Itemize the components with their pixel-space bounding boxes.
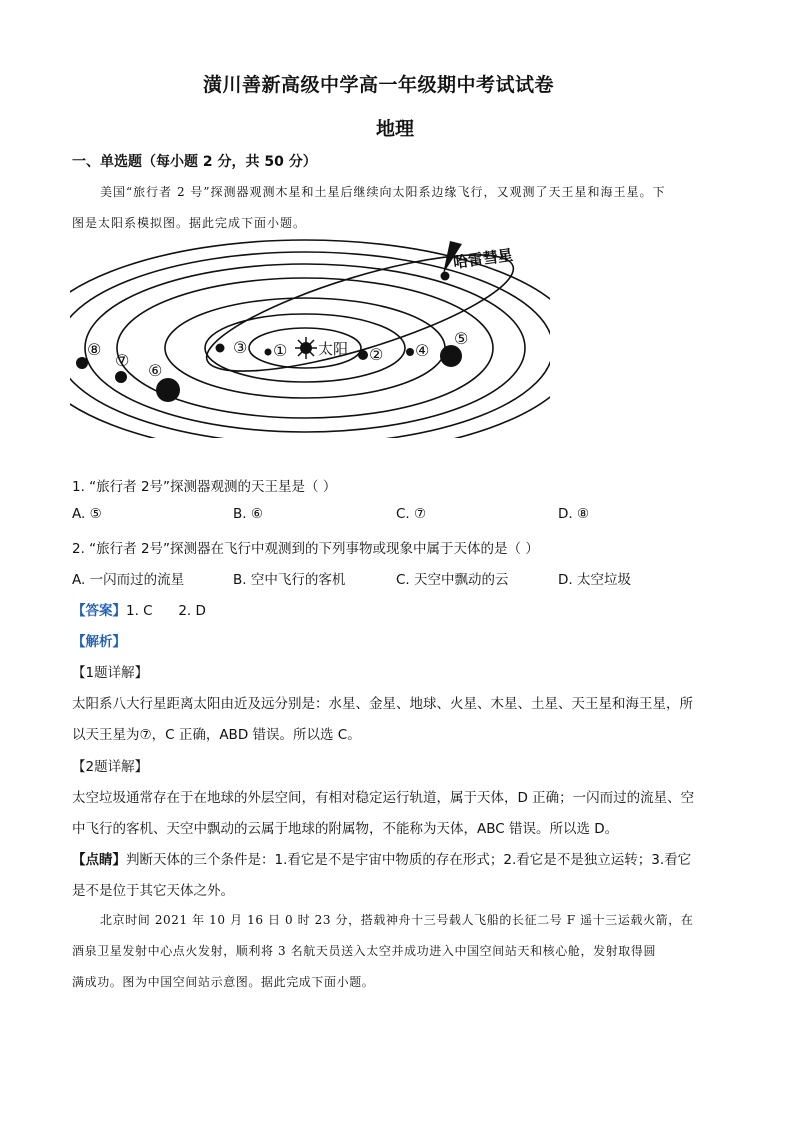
note-text: 判断天体的三个条件是：1.看它是不是宇宙中物质的存在形式；2.看它是不是独立运转；3.看它	[126, 852, 692, 868]
analysis-tag: 【解析】	[72, 634, 126, 650]
comet-label: 哈雷彗星	[452, 245, 514, 272]
detail-1-line: 以天王星为⑦，C 正确，ABD 错误。所以选 C。	[72, 727, 361, 743]
question-1-option-d: D. ⑧	[558, 506, 590, 522]
question-2-option-c: C. 天空中飘动的云	[396, 572, 509, 588]
page-title: 潢川善新高级中学高一年级期中考试试卷	[203, 74, 555, 96]
intro-2-line: 满成功。图为中国空间站示意图。据此完成下面小题。	[72, 975, 375, 989]
section-heading: 一、单选题（每小题 2 分，共 50 分）	[72, 154, 317, 170]
planet-2	[358, 350, 368, 360]
sun-label: 太阳	[318, 340, 349, 358]
intro-2-line: 酒泉卫星发射中心点火发射，顺利将 3 名航天员送入太空并成功进入中国空间站天和核心舱，发射取得圆	[72, 944, 657, 958]
question-2-option-d: D. 太空垃圾	[558, 572, 631, 588]
answer-line	[72, 599, 206, 619]
planet-label-4: ④	[415, 341, 430, 360]
planet-label-1: ①	[273, 341, 288, 360]
planet-label-7: ⑦	[115, 351, 130, 370]
intro-2-line: 北京时间 2021 年 10 月 16 日 0 时 23 分，搭载神舟十三号载人飞船的长征二号 F 遥十三运载火箭，在	[100, 913, 694, 927]
planet-label-3: ③	[233, 338, 248, 357]
solar-system-diagram	[70, 238, 550, 438]
question-2-option-b: B. 空中飞行的客机	[233, 572, 346, 588]
answer-tag: 【答案】	[72, 603, 126, 619]
question-1-option-c: C. ⑦	[396, 506, 427, 522]
question-1-option-a: A. ⑤	[72, 506, 102, 522]
planet-label-8: ⑧	[87, 340, 102, 359]
planet-6	[156, 378, 180, 402]
detail-2-line: 太空垃圾通常存在于在地球的外层空间，有相对稳定运行轨道，属于天体，D 正确；一闪而过的流星、空	[72, 790, 695, 806]
note-line	[72, 848, 691, 868]
orbit-7	[70, 240, 550, 438]
planet-label-2: ②	[369, 345, 384, 364]
question-1-option-b: B. ⑥	[233, 506, 263, 522]
subject-title: 地理	[376, 118, 415, 140]
question-1-stem: 1. “旅行者 2号”探测器观测的天王星是（ ）	[72, 479, 337, 495]
answer-text: 1. C 2. D	[126, 603, 206, 619]
detail-1-title: 【1题详解】	[72, 665, 149, 681]
planet-3	[216, 344, 225, 353]
planet-7	[115, 371, 127, 383]
sun-icon	[295, 337, 317, 359]
planet-4	[406, 348, 414, 356]
intro-paragraph-line: 美国“旅行者 2 号”探测器观测木星和土星后继续向太阳系边缘飞行，又观测了天王星和海王星。下	[100, 185, 666, 199]
detail-2-title: 【2题详解】	[72, 759, 149, 775]
question-2-stem: 2. “旅行者 2号”探测器在飞行中观测到的下列事物或现象中属于天体的是（ ）	[72, 541, 539, 557]
planet-1	[265, 349, 272, 356]
detail-1-line: 太阳系八大行星距离太阳由近及远分别是：水星、金星、地球、火星、木星、土星、天王星和海王星，所	[72, 696, 693, 712]
detail-2-line: 中飞行的客机、天空中飘动的云属于地球的附属物，不能称为天体，ABC 错误。所以选 D。	[72, 821, 619, 837]
planet-label-5: ⑤	[454, 329, 469, 348]
intro-paragraph-line: 图是太阳系模拟图。据此完成下面小题。	[72, 216, 307, 230]
note-line: 是不是位于其它天体之外。	[72, 883, 234, 899]
planet-label-6: ⑥	[148, 361, 163, 380]
question-2-option-a: A. 一闪而过的流星	[72, 572, 185, 588]
planet-5	[440, 345, 462, 367]
note-tag: 【点睛】	[72, 852, 126, 868]
